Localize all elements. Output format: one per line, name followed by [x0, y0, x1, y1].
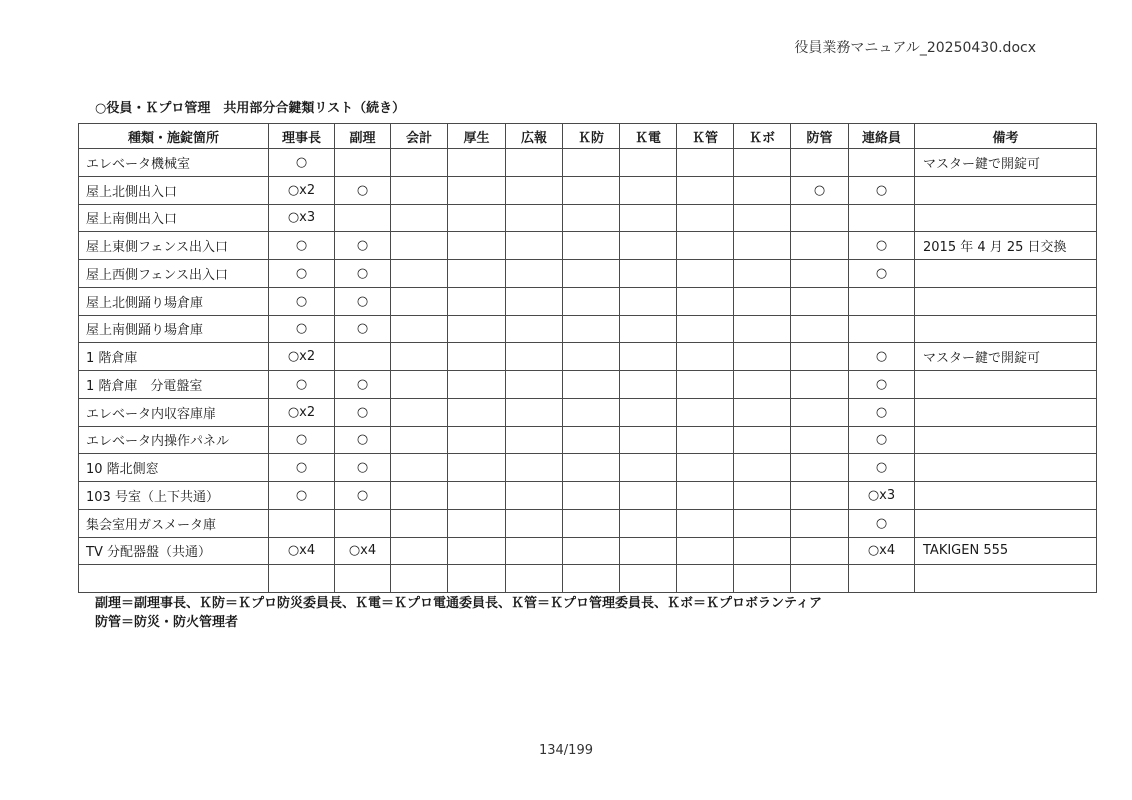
cell-fire-manager: ○: [791, 176, 849, 204]
cell-k-kanri: [677, 454, 734, 482]
cell-vice-chair: ○: [335, 315, 391, 343]
cell-accounting: [391, 149, 448, 177]
cell-location: 屋上南側踊り場倉庫: [79, 315, 269, 343]
cell-liaison: ○: [849, 232, 915, 260]
cell-k-kanri: [677, 204, 734, 232]
cell-welfare: [448, 537, 506, 565]
document-filename-header: 役員業務マニュアル_20250430.docx: [794, 40, 1036, 56]
cell-location: 1 階倉庫 分電盤室: [79, 371, 269, 399]
cell-location: 屋上北側出入口: [79, 176, 269, 204]
cell-remarks: マスター鍵で開錠可: [915, 149, 1097, 177]
cell-accounting: [391, 537, 448, 565]
cell-liaison: ○: [849, 509, 915, 537]
cell-k-volunteer: [734, 176, 791, 204]
col-header-location: 種類・施錠箇所: [79, 124, 269, 149]
cell-fire-manager: [791, 482, 849, 510]
cell-k-bousai: [563, 149, 620, 177]
cell-liaison: ○: [849, 260, 915, 288]
cell-k-dentsu: [620, 398, 677, 426]
cell-k-volunteer: [734, 315, 791, 343]
cell-liaison: ○: [849, 343, 915, 371]
cell-welfare: [448, 343, 506, 371]
cell-k-volunteer: [734, 287, 791, 315]
cell-k-bousai: [563, 287, 620, 315]
cell-k-kanri: [677, 176, 734, 204]
cell-k-kanri: [677, 287, 734, 315]
cell-liaison: ○: [849, 398, 915, 426]
cell-k-bousai: [563, 204, 620, 232]
key-list-table: [78, 123, 1097, 593]
cell-location: 屋上西側フェンス出入口: [79, 260, 269, 288]
cell-fire-manager: [791, 260, 849, 288]
cell-pr: [506, 398, 563, 426]
cell-welfare: [448, 260, 506, 288]
cell-pr: [506, 315, 563, 343]
cell-pr: [506, 509, 563, 537]
cell-k-bousai: [563, 260, 620, 288]
cell-k-dentsu: [620, 260, 677, 288]
table-row: [79, 565, 1097, 593]
cell-k-volunteer: [734, 426, 791, 454]
cell-pr: [506, 287, 563, 315]
cell-remarks: [915, 509, 1097, 537]
cell-k-kanri: [677, 232, 734, 260]
cell-remarks: [915, 287, 1097, 315]
cell-remarks: [915, 454, 1097, 482]
cell-welfare: [448, 509, 506, 537]
cell-remarks: 2015 年 4 月 25 日交換: [915, 232, 1097, 260]
cell-pr: [506, 482, 563, 510]
cell-k-volunteer: [734, 343, 791, 371]
cell-fire-manager: [791, 204, 849, 232]
table-body: [79, 149, 1097, 593]
cell-remarks: [915, 260, 1097, 288]
col-header-vice-chair: 副理: [335, 124, 391, 149]
legend-note-abbreviations: 副理＝副理事長、Ｋ防＝Ｋプロ防災委員長、Ｋ電＝Ｋプロ電通委員長、Ｋ管＝Ｋプロ管理委員長、Ｋボ＝Ｋプロボランティア: [95, 596, 822, 611]
cell-k-dentsu: [620, 537, 677, 565]
cell-fire-manager: [791, 371, 849, 399]
table-row: [79, 232, 1097, 260]
cell-fire-manager: [791, 315, 849, 343]
cell-chairman: ○: [269, 287, 335, 315]
col-header-liaison: 連絡員: [849, 124, 915, 149]
cell-vice-chair: [335, 204, 391, 232]
cell-accounting: [391, 315, 448, 343]
cell-liaison: ○: [849, 454, 915, 482]
cell-welfare: [448, 454, 506, 482]
cell-k-dentsu: [620, 287, 677, 315]
cell-accounting: [391, 260, 448, 288]
cell-vice-chair: ○: [335, 454, 391, 482]
cell-k-kanri: [677, 426, 734, 454]
cell-welfare: [448, 149, 506, 177]
col-header-accounting: 会計: [391, 124, 448, 149]
table-row: [79, 260, 1097, 288]
cell-location: エレベータ内収容庫扉: [79, 398, 269, 426]
table-row: [79, 343, 1097, 371]
cell-chairman: ○x3: [269, 204, 335, 232]
cell-pr: [506, 426, 563, 454]
col-header-k-bousai: Ｋ防: [563, 124, 620, 149]
cell-k-volunteer: [734, 454, 791, 482]
cell-chairman: ○x4: [269, 537, 335, 565]
cell-location: 103 号室（上下共通）: [79, 482, 269, 510]
cell-k-volunteer: [734, 509, 791, 537]
cell-welfare: [448, 371, 506, 399]
cell-accounting: [391, 287, 448, 315]
cell-vice-chair: [335, 509, 391, 537]
cell-k-dentsu: [620, 315, 677, 343]
col-header-k-volunteer: Ｋボ: [734, 124, 791, 149]
cell-liaison: ○: [849, 426, 915, 454]
cell-chairman: ○: [269, 315, 335, 343]
cell-liaison: [849, 315, 915, 343]
cell-chairman: [269, 509, 335, 537]
cell-k-bousai: [563, 398, 620, 426]
table-row: [79, 426, 1097, 454]
cell-welfare: [448, 398, 506, 426]
cell-k-kanri: [677, 537, 734, 565]
cell-k-dentsu: [620, 565, 677, 593]
cell-k-dentsu: [620, 482, 677, 510]
cell-liaison: ○x4: [849, 537, 915, 565]
cell-pr: [506, 371, 563, 399]
table-row: [79, 287, 1097, 315]
cell-accounting: [391, 232, 448, 260]
cell-chairman: ○x2: [269, 176, 335, 204]
col-header-remarks: 備考: [915, 124, 1097, 149]
cell-chairman: ○: [269, 371, 335, 399]
header-row: [79, 124, 1097, 149]
cell-fire-manager: [791, 565, 849, 593]
cell-vice-chair: [335, 565, 391, 593]
cell-welfare: [448, 565, 506, 593]
cell-k-bousai: [563, 343, 620, 371]
cell-fire-manager: [791, 287, 849, 315]
cell-k-bousai: [563, 482, 620, 510]
cell-liaison: [849, 149, 915, 177]
cell-k-volunteer: [734, 204, 791, 232]
cell-accounting: [391, 343, 448, 371]
page-number: 134/199: [538, 743, 593, 758]
cell-welfare: [448, 287, 506, 315]
cell-pr: [506, 454, 563, 482]
cell-remarks: TAKIGEN 555: [915, 537, 1097, 565]
cell-chairman: ○x2: [269, 343, 335, 371]
col-header-welfare: 厚生: [448, 124, 506, 149]
cell-location: 屋上南側出入口: [79, 204, 269, 232]
cell-welfare: [448, 232, 506, 260]
cell-pr: [506, 343, 563, 371]
cell-vice-chair: ○: [335, 232, 391, 260]
cell-k-volunteer: [734, 565, 791, 593]
cell-vice-chair: [335, 149, 391, 177]
col-header-fire-manager: 防管: [791, 124, 849, 149]
cell-accounting: [391, 398, 448, 426]
cell-pr: [506, 565, 563, 593]
cell-k-bousai: [563, 371, 620, 399]
cell-k-kanri: [677, 315, 734, 343]
table-row: [79, 176, 1097, 204]
cell-k-dentsu: [620, 176, 677, 204]
cell-location: エレベータ機械室: [79, 149, 269, 177]
cell-remarks: マスター鍵で開錠可: [915, 343, 1097, 371]
table-row: [79, 398, 1097, 426]
cell-liaison: ○: [849, 371, 915, 399]
cell-k-dentsu: [620, 426, 677, 454]
cell-liaison: [849, 287, 915, 315]
table-row: [79, 315, 1097, 343]
cell-location: エレベータ内操作パネル: [79, 426, 269, 454]
cell-remarks: [915, 398, 1097, 426]
cell-k-kanri: [677, 371, 734, 399]
cell-welfare: [448, 204, 506, 232]
cell-k-dentsu: [620, 454, 677, 482]
cell-vice-chair: ○: [335, 176, 391, 204]
table-row: [79, 371, 1097, 399]
cell-chairman: [269, 565, 335, 593]
cell-k-volunteer: [734, 149, 791, 177]
cell-fire-manager: [791, 454, 849, 482]
cell-k-bousai: [563, 509, 620, 537]
cell-k-dentsu: [620, 509, 677, 537]
cell-chairman: ○: [269, 454, 335, 482]
cell-vice-chair: ○: [335, 371, 391, 399]
cell-pr: [506, 149, 563, 177]
cell-location: 屋上東側フェンス出入口: [79, 232, 269, 260]
cell-accounting: [391, 454, 448, 482]
cell-k-bousai: [563, 315, 620, 343]
cell-k-dentsu: [620, 232, 677, 260]
cell-accounting: [391, 176, 448, 204]
cell-k-bousai: [563, 176, 620, 204]
cell-liaison: [849, 565, 915, 593]
cell-welfare: [448, 426, 506, 454]
cell-chairman: ○: [269, 482, 335, 510]
col-header-k-kanri: Ｋ管: [677, 124, 734, 149]
cell-k-volunteer: [734, 371, 791, 399]
cell-accounting: [391, 565, 448, 593]
cell-remarks: [915, 482, 1097, 510]
cell-k-dentsu: [620, 343, 677, 371]
cell-remarks: [915, 371, 1097, 399]
cell-k-kanri: [677, 149, 734, 177]
table-row: [79, 537, 1097, 565]
cell-remarks: [915, 315, 1097, 343]
cell-k-bousai: [563, 565, 620, 593]
cell-fire-manager: [791, 537, 849, 565]
cell-chairman: ○: [269, 149, 335, 177]
cell-k-dentsu: [620, 204, 677, 232]
table-row: [79, 509, 1097, 537]
cell-location: 1 階倉庫: [79, 343, 269, 371]
cell-k-bousai: [563, 426, 620, 454]
cell-k-bousai: [563, 454, 620, 482]
cell-fire-manager: [791, 509, 849, 537]
cell-location: 屋上北側踊り場倉庫: [79, 287, 269, 315]
table-row: [79, 204, 1097, 232]
cell-vice-chair: ○: [335, 287, 391, 315]
cell-vice-chair: ○: [335, 426, 391, 454]
cell-accounting: [391, 482, 448, 510]
cell-remarks: [915, 565, 1097, 593]
cell-location: TV 分配器盤（共通）: [79, 537, 269, 565]
cell-vice-chair: ○: [335, 398, 391, 426]
table-header: [79, 124, 1097, 149]
cell-vice-chair: ○: [335, 482, 391, 510]
col-header-chairman: 理事長: [269, 124, 335, 149]
cell-liaison: [849, 204, 915, 232]
cell-k-volunteer: [734, 398, 791, 426]
cell-welfare: [448, 482, 506, 510]
table-row: [79, 149, 1097, 177]
legend-note-fire-manager: 防管＝防災・防火管理者: [95, 615, 239, 630]
cell-k-kanri: [677, 398, 734, 426]
cell-location: 集会室用ガスメータ庫: [79, 509, 269, 537]
cell-liaison: ○: [849, 176, 915, 204]
cell-fire-manager: [791, 398, 849, 426]
cell-fire-manager: [791, 149, 849, 177]
section-title: ○役員・Ｋプロ管理 共用部分合鍵類リスト（続き）: [95, 101, 406, 116]
cell-welfare: [448, 315, 506, 343]
cell-chairman: ○: [269, 426, 335, 454]
cell-k-volunteer: [734, 482, 791, 510]
cell-k-bousai: [563, 232, 620, 260]
cell-pr: [506, 232, 563, 260]
col-header-k-dentsu: Ｋ電: [620, 124, 677, 149]
cell-k-kanri: [677, 509, 734, 537]
cell-chairman: ○: [269, 260, 335, 288]
cell-k-volunteer: [734, 232, 791, 260]
cell-remarks: [915, 426, 1097, 454]
col-header-pr: 広報: [506, 124, 563, 149]
cell-location: [79, 565, 269, 593]
cell-k-kanri: [677, 482, 734, 510]
cell-vice-chair: ○x4: [335, 537, 391, 565]
cell-k-kanri: [677, 343, 734, 371]
cell-k-dentsu: [620, 371, 677, 399]
cell-chairman: ○x2: [269, 398, 335, 426]
cell-k-kanri: [677, 260, 734, 288]
cell-remarks: [915, 204, 1097, 232]
cell-k-dentsu: [620, 149, 677, 177]
cell-liaison: ○x3: [849, 482, 915, 510]
cell-pr: [506, 537, 563, 565]
cell-vice-chair: [335, 343, 391, 371]
legend-notes: [95, 594, 822, 632]
cell-remarks: [915, 176, 1097, 204]
cell-pr: [506, 204, 563, 232]
cell-accounting: [391, 204, 448, 232]
cell-accounting: [391, 426, 448, 454]
cell-location: 10 階北側窓: [79, 454, 269, 482]
cell-pr: [506, 176, 563, 204]
cell-accounting: [391, 371, 448, 399]
cell-k-bousai: [563, 537, 620, 565]
cell-welfare: [448, 176, 506, 204]
cell-k-kanri: [677, 565, 734, 593]
cell-accounting: [391, 509, 448, 537]
cell-k-volunteer: [734, 537, 791, 565]
cell-k-volunteer: [734, 260, 791, 288]
cell-fire-manager: [791, 232, 849, 260]
cell-fire-manager: [791, 343, 849, 371]
cell-vice-chair: ○: [335, 260, 391, 288]
cell-chairman: ○: [269, 232, 335, 260]
table-row: [79, 454, 1097, 482]
cell-fire-manager: [791, 426, 849, 454]
cell-pr: [506, 260, 563, 288]
table-row: [79, 482, 1097, 510]
